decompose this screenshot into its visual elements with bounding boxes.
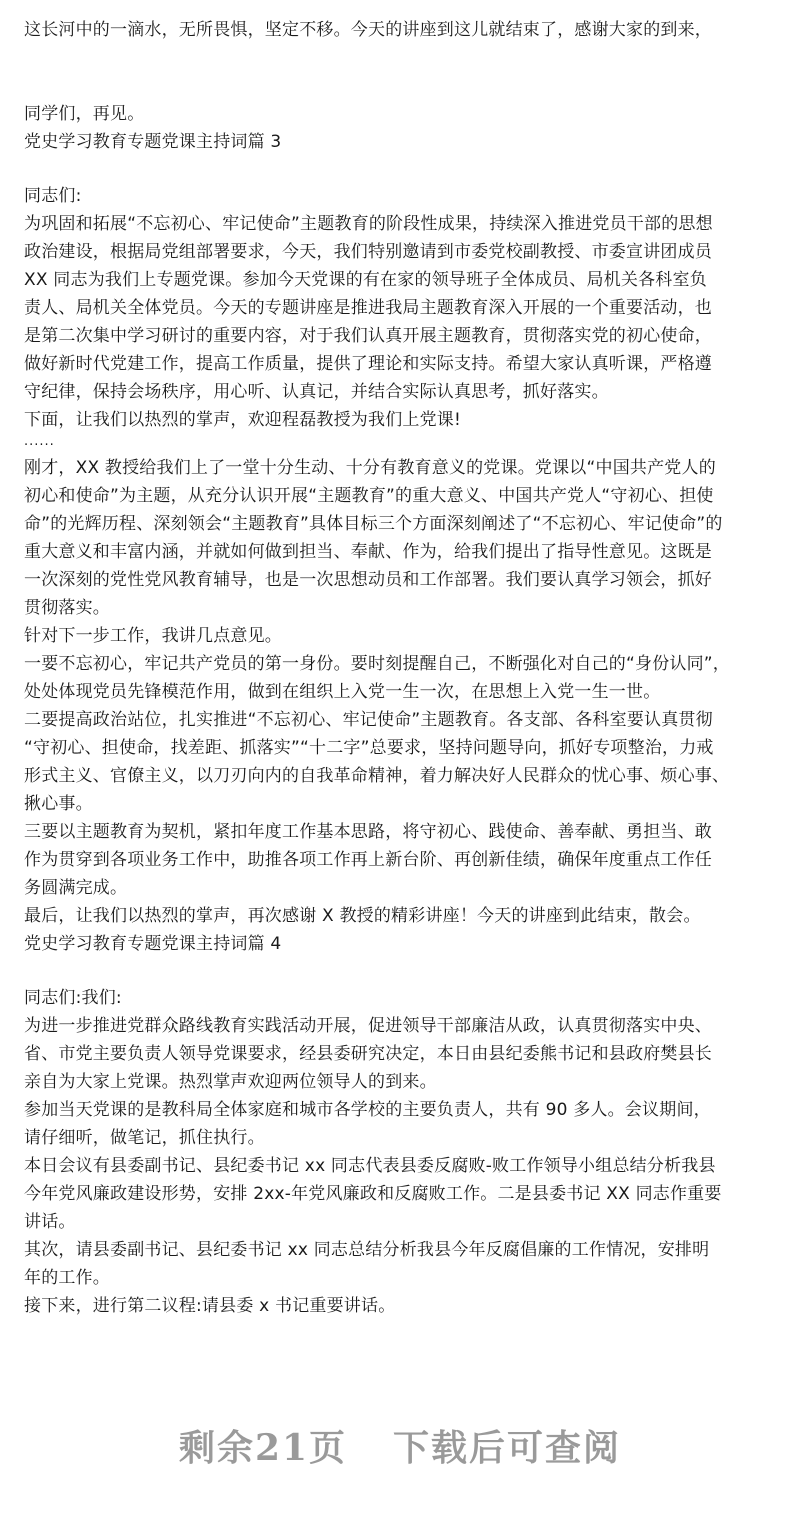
- text-line: 三要以主题教育为契机，紧扣年度工作基本思路，将守初心、践使命、善奉献、勇担当、敢: [24, 822, 712, 842]
- text-line: 处处体现党员先锋模范作用，做到在组织上入党一生一次，在思想上入党一生一世。: [24, 682, 661, 702]
- point-1: [24, 650, 780, 706]
- text-line: 政治建设，根据局党组部署要求，今天，我们特别邀请到市委党校副教授、市委宣讲团成员: [24, 242, 712, 262]
- paragraph: [24, 1152, 780, 1236]
- text-line: 重大意义和丰富内涵，并就如何做到担当、奉献、作为，给我们提出了指导性意见。这既是: [24, 542, 712, 562]
- text-line: “守初心、担使命，找差距、抓落实”“十二字”总要求，坚持问题导向，抓好专项整治，力戒: [24, 738, 714, 758]
- section-title-3: 党史学习教育专题党课主持词篇 3: [24, 132, 282, 152]
- text-line: 本日会议有县委副书记、县纪委书记 xx 同志代表县委反腐败-败工作领导小组总结分析我县: [24, 1156, 716, 1176]
- text-line: 讲话。: [24, 1212, 76, 1232]
- text-line: 今年党风廉政建设形势，安排 2xx-年党风廉政和反腐败工作。二是县委书记 XX 同志作重要: [24, 1184, 722, 1204]
- text-line: 省、市党主要负责人领导党课要求，经县委研究决定，本日由县纪委熊书记和县政府樊县长: [24, 1044, 712, 1064]
- salutation: 同志们:: [24, 186, 82, 206]
- ellipsis: ......: [24, 434, 55, 449]
- salutation: 同志们:我们:: [24, 988, 122, 1008]
- text-line: 初心和使命”为主题，从充分认识开展“主题教育”的重大意义、中国共产党人“守初心、担使: [24, 486, 714, 506]
- text-line: 形式主义、官僚主义，以刀刃向内的自我革命精神，着力解决好人民群众的忧心事、烦心事、: [24, 766, 730, 786]
- text-line: 做好新时代党建工作，提高工作质量，提供了理论和实际支持。希望大家认真听课，严格遵: [24, 354, 712, 374]
- text-line: 贯彻落实。: [24, 598, 110, 618]
- paragraph: [24, 1012, 780, 1096]
- paragraph: [24, 210, 780, 406]
- point-2: [24, 706, 780, 818]
- text-line: XX 同志为我们上专题党课。参加今天党课的有在家的领导班子全体成员、局机关各科室负: [24, 270, 707, 290]
- point-3: [24, 818, 780, 902]
- text-line: 请仔细听，做笔记，抓住执行。: [24, 1128, 265, 1148]
- text-line: 作为贯穿到各项业务工作中，助推各项工作再上新台阶、再创新佳绩，确保年度重点工作任: [24, 850, 712, 870]
- text-line: 接下来，进行第二议程:请县委 x 书记重要讲话。: [24, 1296, 396, 1316]
- text-line: 针对下一步工作，我讲几点意见。: [24, 626, 282, 646]
- text-line: 下面，让我们以热烈的掌声，欢迎程磊教授为我们上党课!: [24, 410, 462, 430]
- text-line: 责人、局机关全体党员。今天的专题讲座是推进我局主题教育深入开展的一个重要活动，也: [24, 298, 712, 318]
- text-line: 同学们，再见。: [24, 104, 145, 124]
- text-line: 是第二次集中学习研讨的重要内容，对于我们认真开展主题教育，贯彻落实党的初心使命，: [24, 326, 712, 346]
- text-line: 亲自为大家上党课。热烈掌声欢迎两位领导人的到来。: [24, 1072, 437, 1092]
- text-line: 务圆满完成。: [24, 878, 128, 898]
- text-line: 命”的光辉历程、深刻领会“主题教育”具体目标三个方面深刻阐述了“不忘初心、牢记使命”的: [24, 514, 723, 534]
- text-line: 年的工作。: [24, 1268, 110, 1288]
- cut-off-top-line: [24, 0, 780, 16]
- download-to-read-more-button[interactable]: [0, 1420, 800, 1471]
- download-hint-label: 下载后可查阅: [393, 1427, 622, 1469]
- remaining-pages-label: 剩余21页: [178, 1427, 348, 1469]
- text-line: 二要提高政治站位，扎实推进“不忘初心、牢记使命”主题教育。各支部、各科室要认真贯彻: [24, 710, 713, 730]
- text-line: 守纪律，保持会场秩序，用心听、认真记，并结合实际认真思考，抓好落实。: [24, 382, 609, 402]
- text-line: 参加当天党课的是教科局全体家庭和城市各学校的主要负责人，共有 90 多人。会议期间，: [24, 1100, 711, 1120]
- section-title-4: 党史学习教育专题党课主持词篇 4: [24, 934, 282, 954]
- text-line: 一要不忘初心，牢记共产党员的第一身份。要时刻提醒自己，不断强化对自己的“身份认同”，: [24, 654, 731, 674]
- text-line: 刚才，XX 教授给我们上了一堂十分生动、十分有教育意义的党课。党课以“中国共产党人的: [24, 458, 716, 478]
- text-line: 这长河中的一滴水，无所畏惧，坚定不移。今天的讲座到这儿就结束了，感谢大家的到来，: [24, 20, 712, 40]
- text-line: 最后，让我们以热烈的掌声，再次感谢 X 教授的精彩讲座！今天的讲座到此结束，散会。: [24, 906, 701, 926]
- paragraph: [24, 1096, 780, 1152]
- text-line: 其次，请县委副书记、县纪委书记 xx 同志总结分析我县今年反腐倡廉的工作情况，安排明: [24, 1240, 710, 1260]
- paragraph: [24, 1236, 780, 1292]
- text-line: [24, 0, 780, 2]
- text-line: 揪心事。: [24, 794, 93, 814]
- text-line: 为进一步推进党群众路线教育实践活动开展，促进领导干部廉洁从政，认真贯彻落实中央、: [24, 1016, 712, 1036]
- text-line: 一次深刻的党性党风教育辅导，也是一次思想动员和工作部署。我们要认真学习领会，抓好: [24, 570, 712, 590]
- text-line: 为巩固和拓展“不忘初心、牢记使命”主题教育的阶段性成果，持续深入推进党员干部的思想: [24, 214, 713, 234]
- document-body: [24, 0, 780, 1320]
- paragraph: [24, 454, 780, 622]
